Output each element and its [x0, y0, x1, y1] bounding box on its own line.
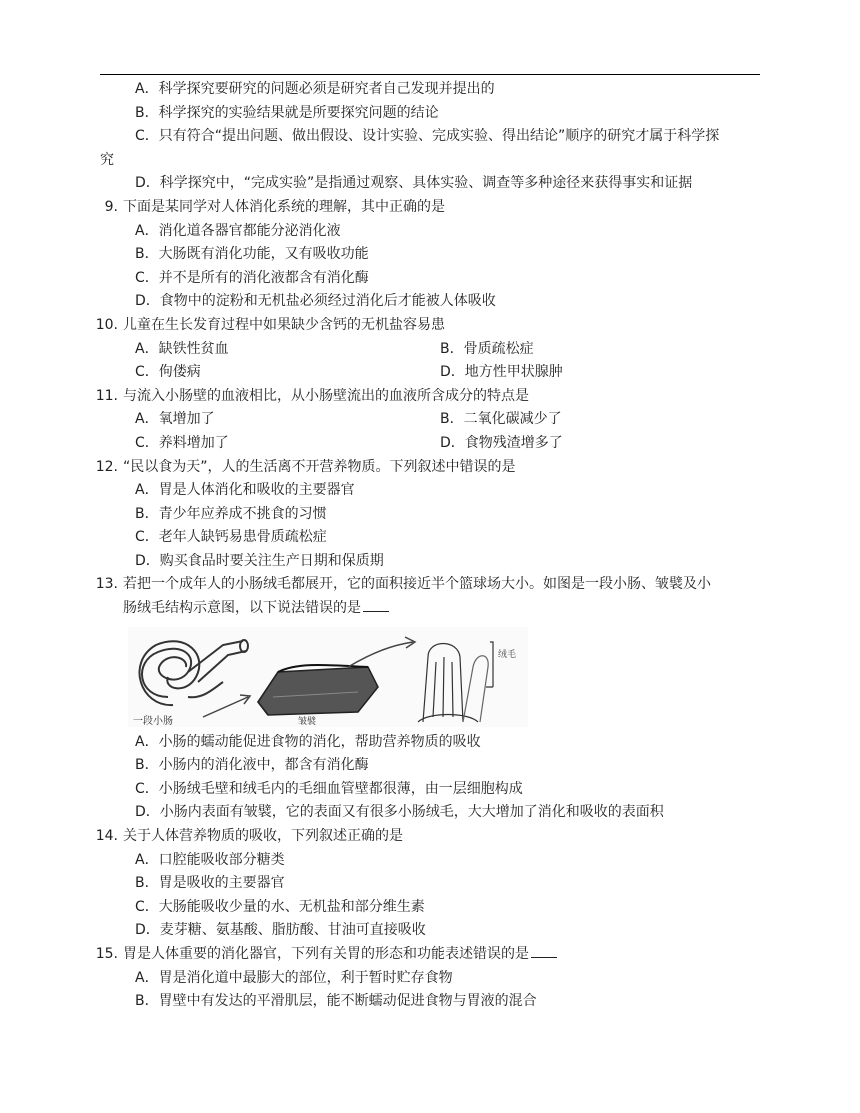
- q8-option-d: D．科学探究中，“完成实验”是指通过观察、具体实验、调查等多种途径来获得事实和证据: [135, 175, 693, 192]
- q14-option-c: C．大肠能吸收少量的水、无机盐和部分维生素: [135, 898, 425, 915]
- question-15: [95, 943, 765, 1014]
- q13-option-a: A．小肠的蠕动能促进食物的消化，帮助营养物质的吸收: [135, 733, 481, 750]
- q11-option-c: C．养料增加了: [135, 434, 229, 451]
- q10-options-row-2: [100, 361, 765, 385]
- q13-option-d: D．小肠内表面有皱襞，它的表面又有很多小肠绒毛，大大增加了消化和吸收的表面积: [135, 804, 664, 821]
- q15-stem: [86, 943, 765, 967]
- q15-option-a: A．胃是消化道中最膨大的部位，利于暂时贮存食物: [135, 969, 453, 986]
- question-12: [95, 456, 765, 574]
- answer-blank: [531, 943, 557, 958]
- small-intestine-figure: [128, 627, 528, 727]
- q9-option-b: B．大肠既有消化功能，又有吸收功能: [135, 246, 369, 263]
- q12-text: “民以食为天”，人的生活离不开营养物质。下列叙述中错误的是: [123, 458, 516, 475]
- q11-option-a: A．氧增加了: [135, 411, 215, 428]
- q10-number: 10.: [95, 316, 118, 333]
- q10-stem: [86, 314, 765, 338]
- q14-number: 14.: [95, 828, 118, 845]
- q12-option-b: B．青少年应养成不挑食的习惯: [135, 505, 327, 522]
- q15-number: 15.: [95, 946, 118, 962]
- q12-option-a: A．胃是人体消化和吸收的主要器官: [135, 482, 355, 499]
- q11-option-d: D．食物残渣增多了: [440, 434, 563, 451]
- q13-text: 若把一个成年人的小肠绒毛都展开，它的面积接近半个篮球场大小。如图是一段小肠、皱襞及小: [123, 576, 711, 593]
- q13-stem-continuation: [100, 597, 765, 621]
- q8-option-c: C．只有符合“提出问题、做出假设、设计实验、完成实验、得出结论”顺序的研究才属于科学探: [135, 128, 720, 145]
- q10-option-d: D．地方性甲状腺肿: [440, 364, 563, 381]
- q10-option-b: B．骨质疏松症: [440, 340, 534, 357]
- q11-number: 11.: [95, 387, 118, 404]
- question-8: [100, 78, 765, 196]
- q10-text: 儿童在生长发育过程中如果缺少含钙的无机盐容易患: [123, 316, 445, 333]
- q15-option-b: B．胃壁中有发达的平滑肌层，能不断蠕动促进食物与胃液的混合: [135, 993, 537, 1010]
- q14-option-a: A．口腔能吸收部分糖类: [135, 851, 285, 868]
- q9-stem: [86, 196, 765, 220]
- question-10: [95, 314, 765, 385]
- question-11: [95, 385, 765, 456]
- q8-option-b: B．科学探究的实验结果就是所要探究问题的结论: [135, 104, 439, 121]
- question-14: [95, 825, 765, 943]
- q10-option-a: A．缺铁性贫血: [135, 340, 229, 357]
- q13-option-b: B．小肠内的消化液中，都含有消化酶: [135, 757, 369, 774]
- villi-label: 绒毛: [498, 649, 517, 660]
- q15-text: 胃是人体重要的消化器官，下列有关胃的形态和功能表述错误的是: [123, 946, 529, 962]
- q13-option-c: C．小肠绒毛壁和绒毛内的毛细血管壁都很薄，由一层细胞构成: [135, 780, 523, 797]
- q12-stem: [86, 456, 765, 480]
- q12-option-c: C．老年人缺钙易患骨质疏松症: [135, 529, 327, 546]
- header-rule: [100, 74, 760, 75]
- q14-option-b: B．胃是吸收的主要器官: [135, 875, 285, 892]
- answer-blank: [363, 597, 389, 612]
- q9-option-a: A．消化道各器官都能分泌消化液: [135, 222, 341, 239]
- q12-number: 12.: [95, 458, 118, 475]
- q9-option-c: C．并不是所有的消化液都含有消化酶: [135, 269, 369, 286]
- q13-number: 13.: [95, 576, 118, 593]
- q13-stem: [86, 573, 765, 597]
- q14-stem: [86, 825, 765, 849]
- q9-number: 9.: [104, 198, 118, 215]
- q11-options-row-2: [100, 432, 765, 456]
- q14-text: 关于人体营养物质的吸收，下列叙述正确的是: [123, 828, 403, 845]
- intestine-diagram: [128, 627, 528, 727]
- fold-label: 皱襞: [298, 716, 317, 727]
- q11-stem: [86, 385, 765, 409]
- q12-option-d: D．购买食品时要关注生产日期和保质期: [135, 552, 384, 569]
- q10-options-row-1: [100, 338, 765, 362]
- question-13: [95, 573, 765, 825]
- q9-option-d: D．食物中的淀粉和无机盐必须经过消化后才能被人体吸收: [135, 293, 496, 310]
- q10-option-c: C．佝偻病: [135, 364, 201, 381]
- q8-option-a: A．科学探究要研究的问题必须是研究者自己发现并提出的: [135, 81, 495, 97]
- q14-option-d: D．麦芽糖、氨基酸、脂肪酸、甘油可直接吸收: [135, 922, 426, 939]
- intestine-label: 一段小肠: [133, 715, 173, 727]
- q9-text: 下面是某同学对人体消化系统的理解，其中正确的是: [123, 198, 445, 215]
- q11-option-b: B．二氧化碳减少了: [440, 411, 562, 428]
- q11-text: 与流入小肠壁的血液相比，从小肠壁流出的血液所含成分的特点是: [123, 387, 529, 404]
- q11-options-row-1: [100, 408, 765, 432]
- q13-text-2: 肠绒毛结构示意图，以下说法错误的是: [123, 600, 361, 617]
- q8-option-c-continuation: 究: [100, 151, 114, 168]
- question-9: [100, 196, 765, 314]
- exam-page: [95, 78, 765, 1014]
